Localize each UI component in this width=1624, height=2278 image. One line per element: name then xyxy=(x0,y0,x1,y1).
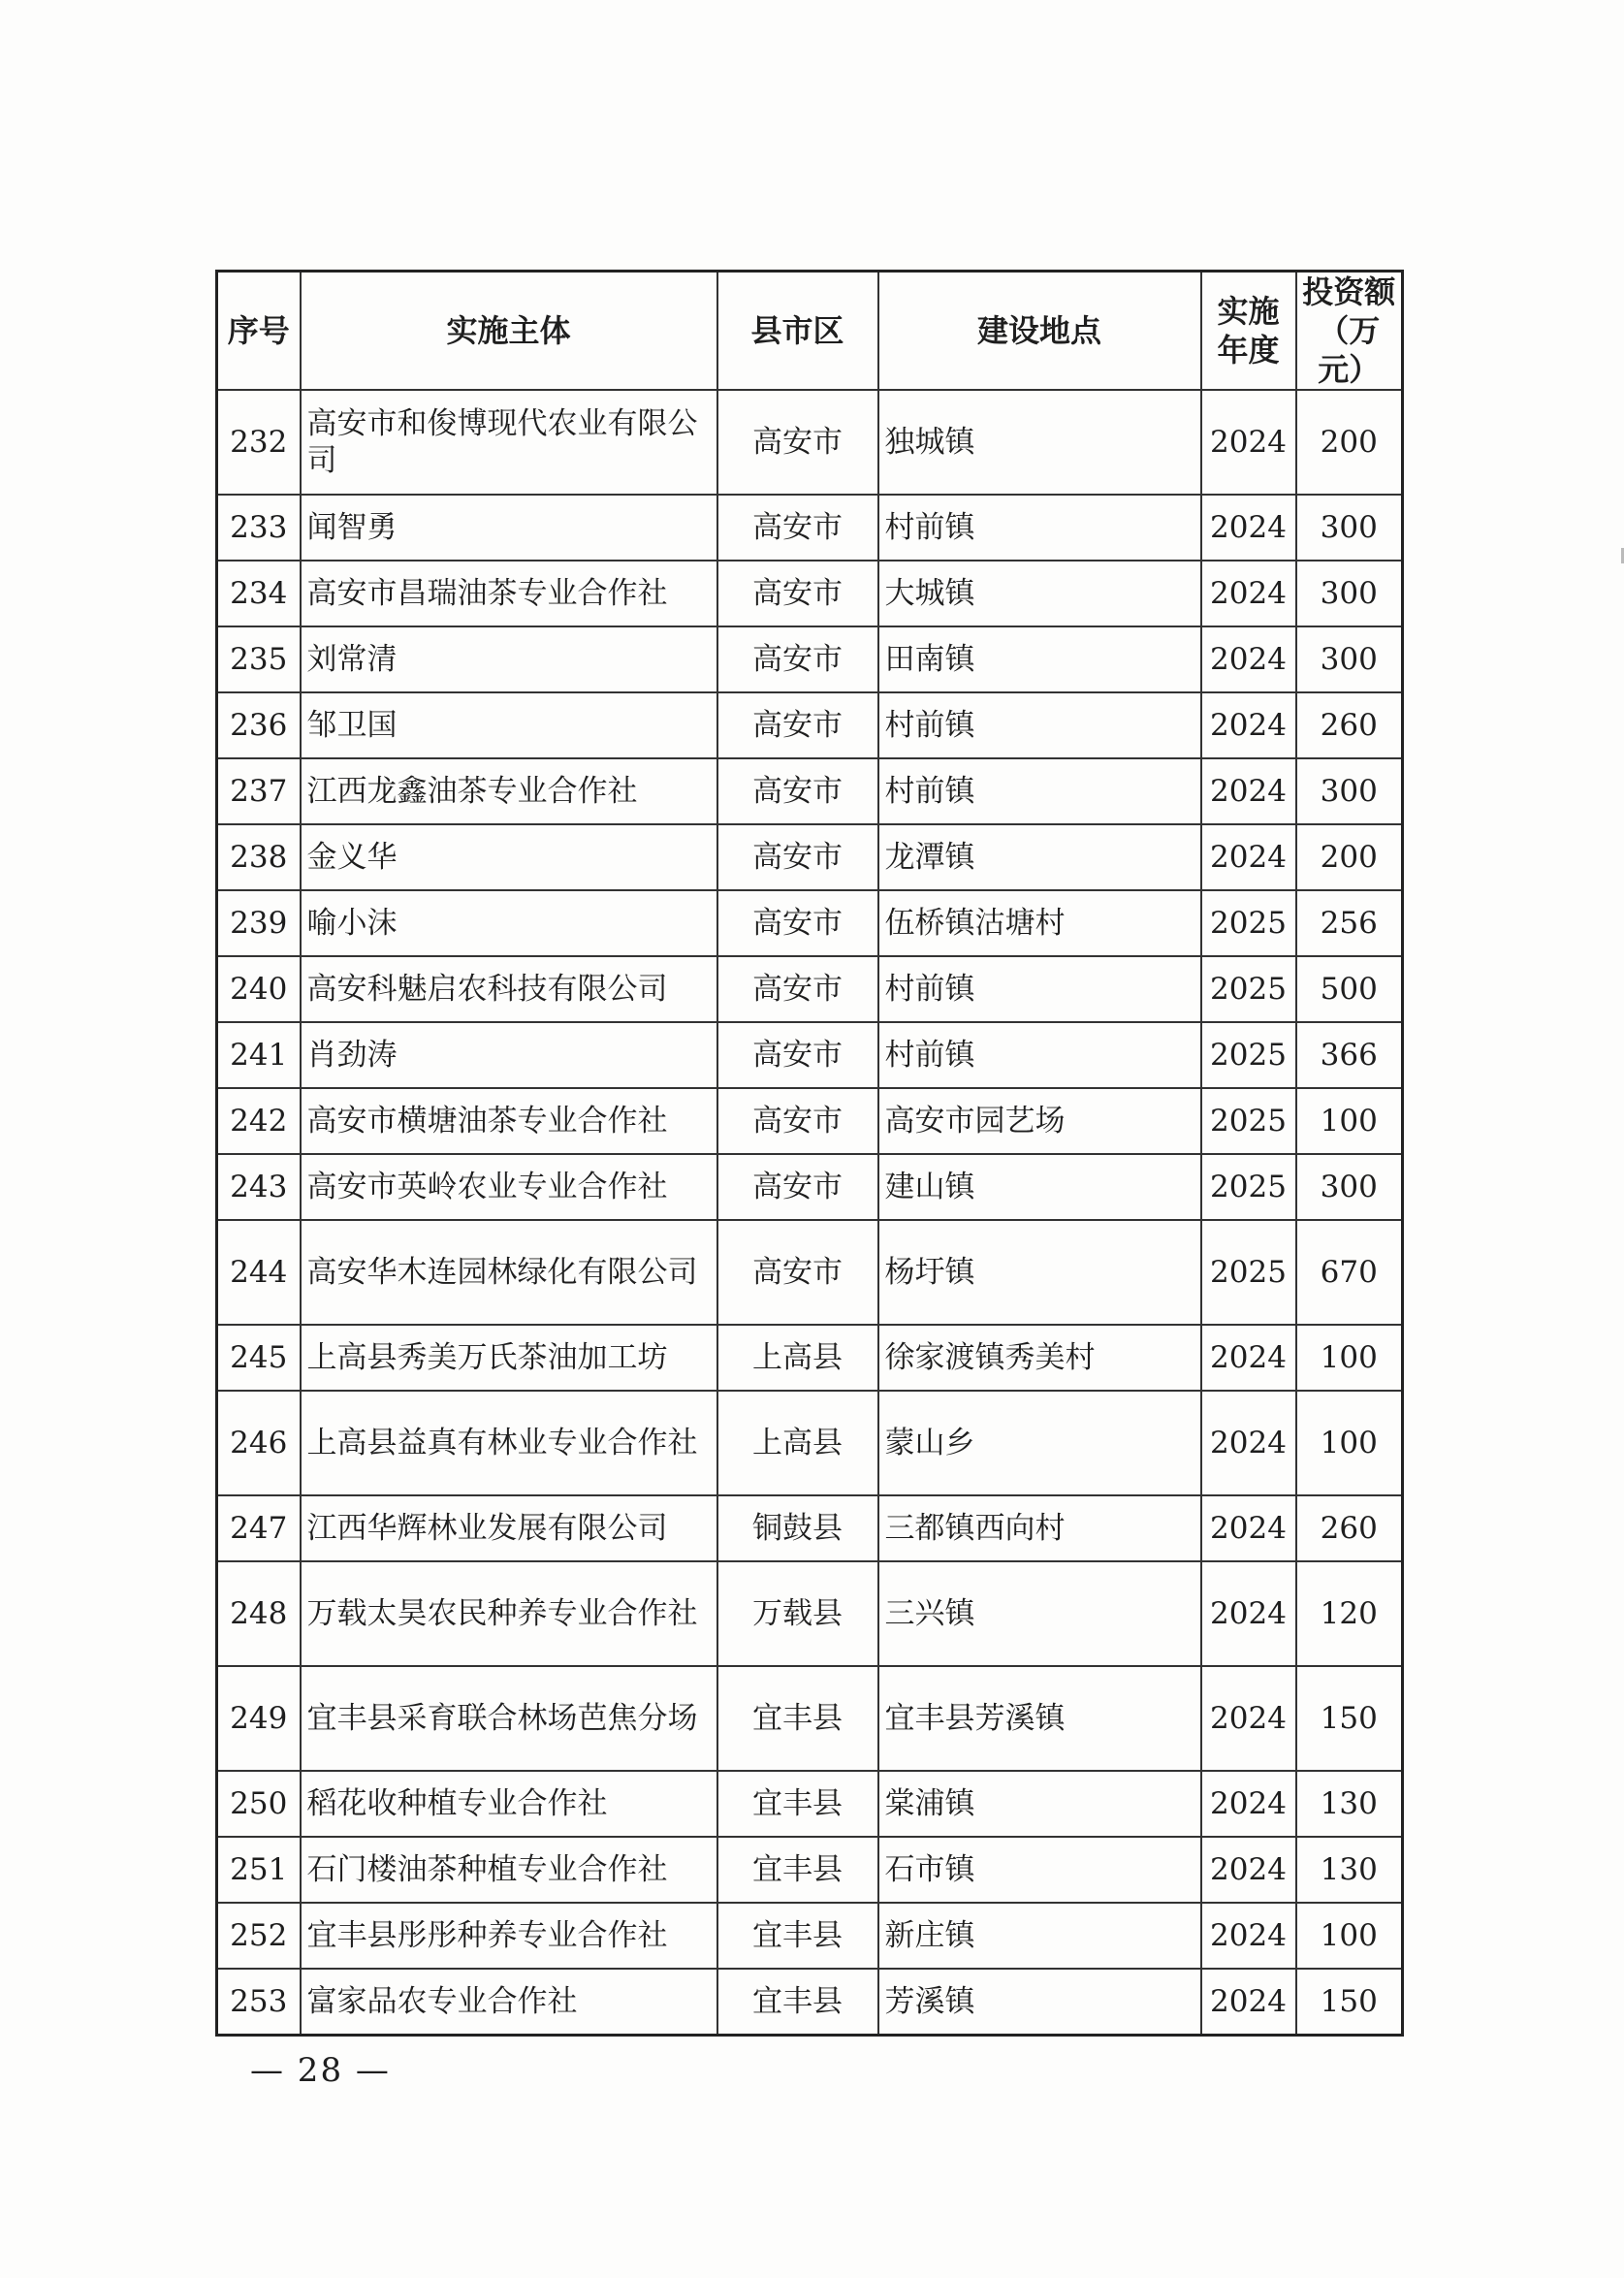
cell-entity: 上高县秀美万氏茶油加工坊 xyxy=(301,1325,717,1391)
cell-amount: 300 xyxy=(1296,1154,1403,1220)
table-row xyxy=(217,1666,1403,1771)
cell-place: 大城镇 xyxy=(878,561,1201,626)
page-number: — 28 — xyxy=(250,2051,391,2090)
cell-county: 高安市 xyxy=(717,561,878,626)
table-row xyxy=(217,1220,1403,1325)
cell-county: 高安市 xyxy=(717,1088,878,1154)
cell-year: 2025 xyxy=(1201,1022,1296,1088)
cell-amount: 300 xyxy=(1296,758,1403,824)
cell-place: 芳溪镇 xyxy=(878,1969,1201,2036)
cell-no: 247 xyxy=(217,1495,301,1561)
cell-entity: 金义华 xyxy=(301,824,717,890)
cell-amount: 130 xyxy=(1296,1837,1403,1903)
table-row xyxy=(217,1391,1403,1495)
cell-year: 2024 xyxy=(1201,758,1296,824)
table-row xyxy=(217,626,1403,692)
cell-place: 三兴镇 xyxy=(878,1561,1201,1666)
cell-amount: 366 xyxy=(1296,1022,1403,1088)
cell-amount: 200 xyxy=(1296,824,1403,890)
table-row xyxy=(217,495,1403,561)
cell-no: 240 xyxy=(217,956,301,1022)
cell-amount: 260 xyxy=(1296,692,1403,758)
header-county: 县市区 xyxy=(717,272,878,391)
cell-year: 2024 xyxy=(1201,1969,1296,2036)
table-row xyxy=(217,1903,1403,1969)
cell-amount: 300 xyxy=(1296,561,1403,626)
cell-no: 232 xyxy=(217,390,301,495)
cell-amount: 670 xyxy=(1296,1220,1403,1325)
cell-entity: 富家品农专业合作社 xyxy=(301,1969,717,2036)
table-header-row xyxy=(217,272,1403,391)
cell-amount: 130 xyxy=(1296,1771,1403,1837)
table-row xyxy=(217,1325,1403,1391)
cell-no: 233 xyxy=(217,495,301,561)
table-row xyxy=(217,1837,1403,1903)
cell-county: 上高县 xyxy=(717,1391,878,1495)
cell-no: 241 xyxy=(217,1022,301,1088)
header-year xyxy=(1201,272,1296,391)
cell-no: 243 xyxy=(217,1154,301,1220)
cell-year: 2024 xyxy=(1201,1903,1296,1969)
cell-year: 2024 xyxy=(1201,495,1296,561)
cell-amount: 100 xyxy=(1296,1903,1403,1969)
cell-place: 杨圩镇 xyxy=(878,1220,1201,1325)
cell-year: 2024 xyxy=(1201,1325,1296,1391)
cell-year: 2025 xyxy=(1201,1154,1296,1220)
cell-entity: 高安市横塘油茶专业合作社 xyxy=(301,1088,717,1154)
cell-entity: 刘常清 xyxy=(301,626,717,692)
cell-county: 高安市 xyxy=(717,1220,878,1325)
cell-county: 高安市 xyxy=(717,956,878,1022)
cell-county: 高安市 xyxy=(717,495,878,561)
cell-place: 蒙山乡 xyxy=(878,1391,1201,1495)
table-row xyxy=(217,1022,1403,1088)
cell-place: 徐家渡镇秀美村 xyxy=(878,1325,1201,1391)
cell-entity: 上高县益真有林业专业合作社 xyxy=(301,1391,717,1495)
cell-no: 246 xyxy=(217,1391,301,1495)
cell-no: 234 xyxy=(217,561,301,626)
cell-place: 三都镇西向村 xyxy=(878,1495,1201,1561)
cell-amount: 150 xyxy=(1296,1969,1403,2036)
cell-amount: 100 xyxy=(1296,1088,1403,1154)
table-row xyxy=(217,1088,1403,1154)
table-row xyxy=(217,1154,1403,1220)
cell-year: 2024 xyxy=(1201,1495,1296,1561)
cell-no: 249 xyxy=(217,1666,301,1771)
cell-entity: 万载太昊农民种养专业合作社 xyxy=(301,1561,717,1666)
cell-year: 2024 xyxy=(1201,1561,1296,1666)
cell-entity: 邹卫国 xyxy=(301,692,717,758)
cell-year: 2024 xyxy=(1201,1391,1296,1495)
cell-entity: 稻花收种植专业合作社 xyxy=(301,1771,717,1837)
table-row xyxy=(217,1771,1403,1837)
header-amount-line2: （万元） xyxy=(1318,312,1381,388)
cell-year: 2024 xyxy=(1201,1771,1296,1837)
cell-place: 田南镇 xyxy=(878,626,1201,692)
cell-amount: 300 xyxy=(1296,495,1403,561)
investment-table xyxy=(215,270,1404,2037)
cell-amount: 100 xyxy=(1296,1391,1403,1495)
cell-county: 高安市 xyxy=(717,390,878,495)
cell-county: 宜丰县 xyxy=(717,1771,878,1837)
cell-entity: 高安市和俊博现代农业有限公司 xyxy=(301,390,717,495)
cell-year: 2025 xyxy=(1201,956,1296,1022)
cell-county: 高安市 xyxy=(717,1154,878,1220)
cell-county: 万载县 xyxy=(717,1561,878,1666)
header-no: 序号 xyxy=(217,272,301,391)
cell-place: 宜丰县芳溪镇 xyxy=(878,1666,1201,1771)
cell-year: 2024 xyxy=(1201,1837,1296,1903)
table-row xyxy=(217,1561,1403,1666)
cell-county: 高安市 xyxy=(717,890,878,956)
table-row xyxy=(217,956,1403,1022)
cell-no: 238 xyxy=(217,824,301,890)
cell-place: 龙潭镇 xyxy=(878,824,1201,890)
header-entity: 实施主体 xyxy=(301,272,717,391)
header-amount-line1: 投资额 xyxy=(1302,273,1396,310)
cell-no: 236 xyxy=(217,692,301,758)
cell-entity: 喻小沫 xyxy=(301,890,717,956)
table-row xyxy=(217,692,1403,758)
table-row xyxy=(217,390,1403,495)
cell-place: 村前镇 xyxy=(878,956,1201,1022)
table-row xyxy=(217,1969,1403,2036)
cell-county: 宜丰县 xyxy=(717,1969,878,2036)
cell-year: 2024 xyxy=(1201,390,1296,495)
cell-county: 铜鼓县 xyxy=(717,1495,878,1561)
cell-county: 宜丰县 xyxy=(717,1903,878,1969)
header-amount xyxy=(1296,272,1403,391)
cell-place: 村前镇 xyxy=(878,495,1201,561)
cell-entity: 肖劲涛 xyxy=(301,1022,717,1088)
cell-amount: 120 xyxy=(1296,1561,1403,1666)
cell-amount: 100 xyxy=(1296,1325,1403,1391)
cell-amount: 256 xyxy=(1296,890,1403,956)
cell-no: 252 xyxy=(217,1903,301,1969)
cell-no: 244 xyxy=(217,1220,301,1325)
cell-year: 2025 xyxy=(1201,1088,1296,1154)
cell-amount: 260 xyxy=(1296,1495,1403,1561)
cell-place: 新庄镇 xyxy=(878,1903,1201,1969)
cell-year: 2025 xyxy=(1201,1220,1296,1325)
cell-county: 高安市 xyxy=(717,692,878,758)
cell-entity: 江西龙鑫油茶专业合作社 xyxy=(301,758,717,824)
cell-no: 248 xyxy=(217,1561,301,1666)
cell-county: 高安市 xyxy=(717,824,878,890)
table-row xyxy=(217,890,1403,956)
cell-entity: 江西华辉林业发展有限公司 xyxy=(301,1495,717,1561)
cell-county: 高安市 xyxy=(717,1022,878,1088)
cell-year: 2024 xyxy=(1201,561,1296,626)
cell-no: 237 xyxy=(217,758,301,824)
table-row xyxy=(217,561,1403,626)
cell-place: 独城镇 xyxy=(878,390,1201,495)
cell-place: 建山镇 xyxy=(878,1154,1201,1220)
cell-county: 上高县 xyxy=(717,1325,878,1391)
cell-entity: 高安市英岭农业专业合作社 xyxy=(301,1154,717,1220)
cell-place: 伍桥镇沽塘村 xyxy=(878,890,1201,956)
header-year-line1: 实施 xyxy=(1217,293,1280,330)
cell-no: 250 xyxy=(217,1771,301,1837)
cell-entity: 闻智勇 xyxy=(301,495,717,561)
header-year-line2: 年度 xyxy=(1217,332,1280,369)
table-row xyxy=(217,758,1403,824)
cell-entity: 高安科魅启农科技有限公司 xyxy=(301,956,717,1022)
cell-entity: 高安市昌瑞油茶专业合作社 xyxy=(301,561,717,626)
cell-year: 2024 xyxy=(1201,626,1296,692)
cell-entity: 宜丰县采育联合林场芭焦分场 xyxy=(301,1666,717,1771)
cell-place: 高安市园艺场 xyxy=(878,1088,1201,1154)
cell-year: 2025 xyxy=(1201,890,1296,956)
cell-year: 2024 xyxy=(1201,692,1296,758)
cell-county: 宜丰县 xyxy=(717,1837,878,1903)
cell-amount: 150 xyxy=(1296,1666,1403,1771)
cell-county: 宜丰县 xyxy=(717,1666,878,1771)
cell-amount: 500 xyxy=(1296,956,1403,1022)
cell-place: 村前镇 xyxy=(878,758,1201,824)
header-place: 建设地点 xyxy=(878,272,1201,391)
cell-place: 村前镇 xyxy=(878,1022,1201,1088)
table-row xyxy=(217,824,1403,890)
cell-year: 2024 xyxy=(1201,1666,1296,1771)
cell-no: 253 xyxy=(217,1969,301,2036)
cell-no: 235 xyxy=(217,626,301,692)
cell-no: 251 xyxy=(217,1837,301,1903)
cell-no: 239 xyxy=(217,890,301,956)
cell-entity: 高安华木连园林绿化有限公司 xyxy=(301,1220,717,1325)
cell-place: 石市镇 xyxy=(878,1837,1201,1903)
table-row xyxy=(217,1495,1403,1561)
cell-amount: 200 xyxy=(1296,390,1403,495)
cell-amount: 300 xyxy=(1296,626,1403,692)
cell-place: 棠浦镇 xyxy=(878,1771,1201,1837)
cell-no: 242 xyxy=(217,1088,301,1154)
cell-year: 2024 xyxy=(1201,824,1296,890)
cell-no: 245 xyxy=(217,1325,301,1391)
cell-place: 村前镇 xyxy=(878,692,1201,758)
cell-entity: 宜丰县彤彤种养专业合作社 xyxy=(301,1903,717,1969)
table-body xyxy=(217,390,1403,2036)
cell-county: 高安市 xyxy=(717,626,878,692)
cell-county: 高安市 xyxy=(717,758,878,824)
cell-entity: 石门楼油茶种植专业合作社 xyxy=(301,1837,717,1903)
